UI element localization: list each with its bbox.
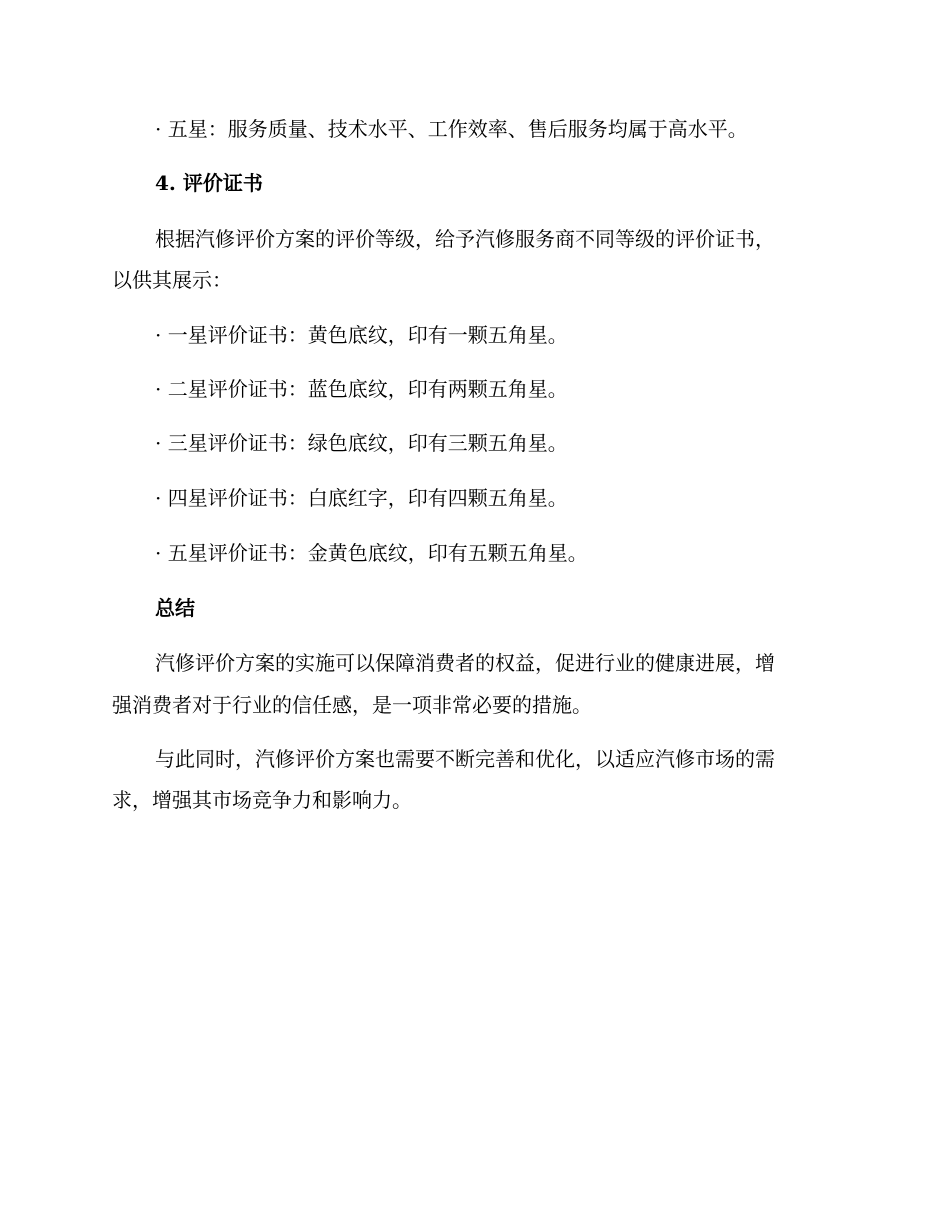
bullet-five-star-certificate: · 五星评价证书：金黄色底纹，印有五颗五角星。 [155, 541, 588, 565]
bullet-two-star-certificate: · 二星评价证书：蓝色底纹，印有两颗五角星。 [155, 377, 568, 401]
bullet-four-star-certificate: · 四星评价证书：白底红字，印有四颗五角星。 [155, 486, 568, 510]
bullet-five-star: · 五星：服务质量、技术水平、工作效率、售后服务均属于高水平。 [155, 117, 748, 141]
paragraph-summary-2-line-1: 与此同时，汽修评价方案也需要不断完善和优化，以适应汽修市场的需 [155, 747, 775, 771]
paragraph-certificate-intro-line-1: 根据汽修评价方案的评价等级，给予汽修服务商不同等级的评价证书， [155, 227, 775, 251]
section-heading-summary: 总结 [155, 596, 195, 620]
section-heading-evaluation-certificate: 4. 评价证书 [155, 171, 263, 195]
paragraph-summary-1-line-1: 汽修评价方案的实施可以保障消费者的权益，促进行业的健康进展，增 [155, 651, 775, 675]
bullet-three-star-certificate: · 三星评价证书：绿色底纹，印有三颗五角星。 [155, 431, 568, 455]
paragraph-summary-2-line-2: 求，增强其市场竞争力和影响力。 [112, 788, 412, 812]
paragraph-summary-1-line-2: 强消费者对于行业的信任感，是一项非常必要的措施。 [112, 693, 592, 717]
bullet-one-star-certificate: · 一星评价证书：黄色底纹，印有一颗五角星。 [155, 323, 568, 347]
paragraph-certificate-intro-line-2: 以供其展示： [112, 268, 232, 292]
